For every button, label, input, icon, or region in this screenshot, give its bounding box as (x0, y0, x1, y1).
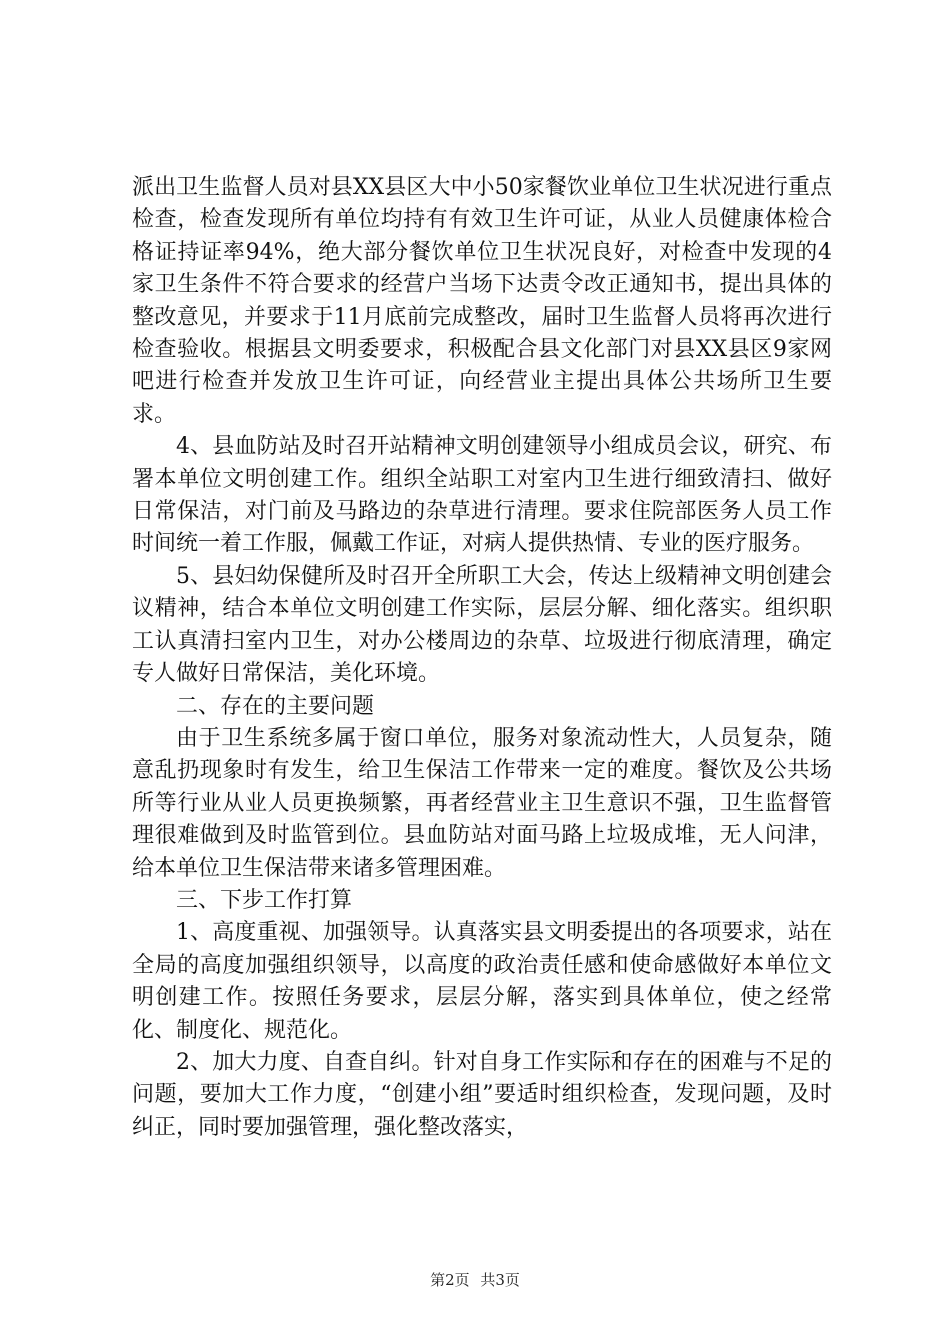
paragraph-item-4: 4、县血防站及时召开站精神文明创建领导小组成员会议，研究、布署本单位文明创建工作。组织全站职工对室内卫生进行细致清扫、做好日常保洁，对门前及马路边的杂草进行清理。要求住院部医务人员工作时间统一着工作服，佩戴工作证，对病人提供热情、专业的医疗服务。 (132, 434, 832, 557)
page-total: 共3页 (480, 1271, 520, 1289)
section-heading-problems: 二、存在的主要问题 (176, 693, 375, 719)
paragraph-next-step-1: 1、高度重视、加强领导。认真落实县文明委提出的各项要求，站在全局的高度加强组织领导，以高度的政治责任感和使命感做好本单位文明创建工作。按照任务要求，层层分解，落实到具体单位，使之经常化、制度化、规范化。 (132, 920, 832, 1043)
document-body (132, 172, 832, 1144)
page-number: 第2页 (430, 1271, 470, 1289)
section-heading-next-steps: 三、下步工作打算 (176, 887, 353, 913)
paragraph-item-5: 5、县妇幼保健所及时召开全所职工大会，传达上级精神文明创建会议精神，结合本单位文明创建工作实际，层层分解、细化落实。组织职工认真清扫室内卫生，对办公楼周边的杂草、垃圾进行彻底清理，确定专人做好日常保洁，美化环境。 (132, 563, 832, 687)
paragraph-continuation: 派出卫生监督人员对县XX县区大中小50家餐饮业单位卫生状况进行重点检查，检查发现所有单位均持有有效卫生许可证，从业人员健康体检合格证持证率94%，绝大部分餐饮单位卫生状况良好，对检查中发现的4家卫生条件不符合要求的经营户当场下达责令改正通知书，提出具体的整改意见，并要求于11月底前完成整改，届时卫生监督人员将再次进行检查验收。根据县文明委要求，积极配合县文化部门对县XX县区9家网吧进行检查并发放卫生许可证，向经营业主提出具体公共场所卫生要求。 (132, 175, 832, 427)
paragraph-problems: 由于卫生系统多属于窗口单位，服务对象流动性大，人员复杂，随意乱扔现象时有发生，给卫生保洁工作带来一定的难度。餐饮及公共场所等行业从业人员更换频繁，再者经营业主卫生意识不强，卫生监督管理很难做到及时监管到位。县血防站对面马路上垃圾成堆，无人问津，给本单位卫生保洁带来诸多管理困难。 (132, 725, 832, 881)
page-footer (0, 1270, 950, 1290)
paragraph-next-step-2: 2、加大力度、自查自纠。针对自身工作实际和存在的困难与不足的问题，要加大工作力度，“创建小组”要适时组织检查，发现问题，及时纠正，同时要加强管理，强化整改落实， (132, 1049, 832, 1140)
